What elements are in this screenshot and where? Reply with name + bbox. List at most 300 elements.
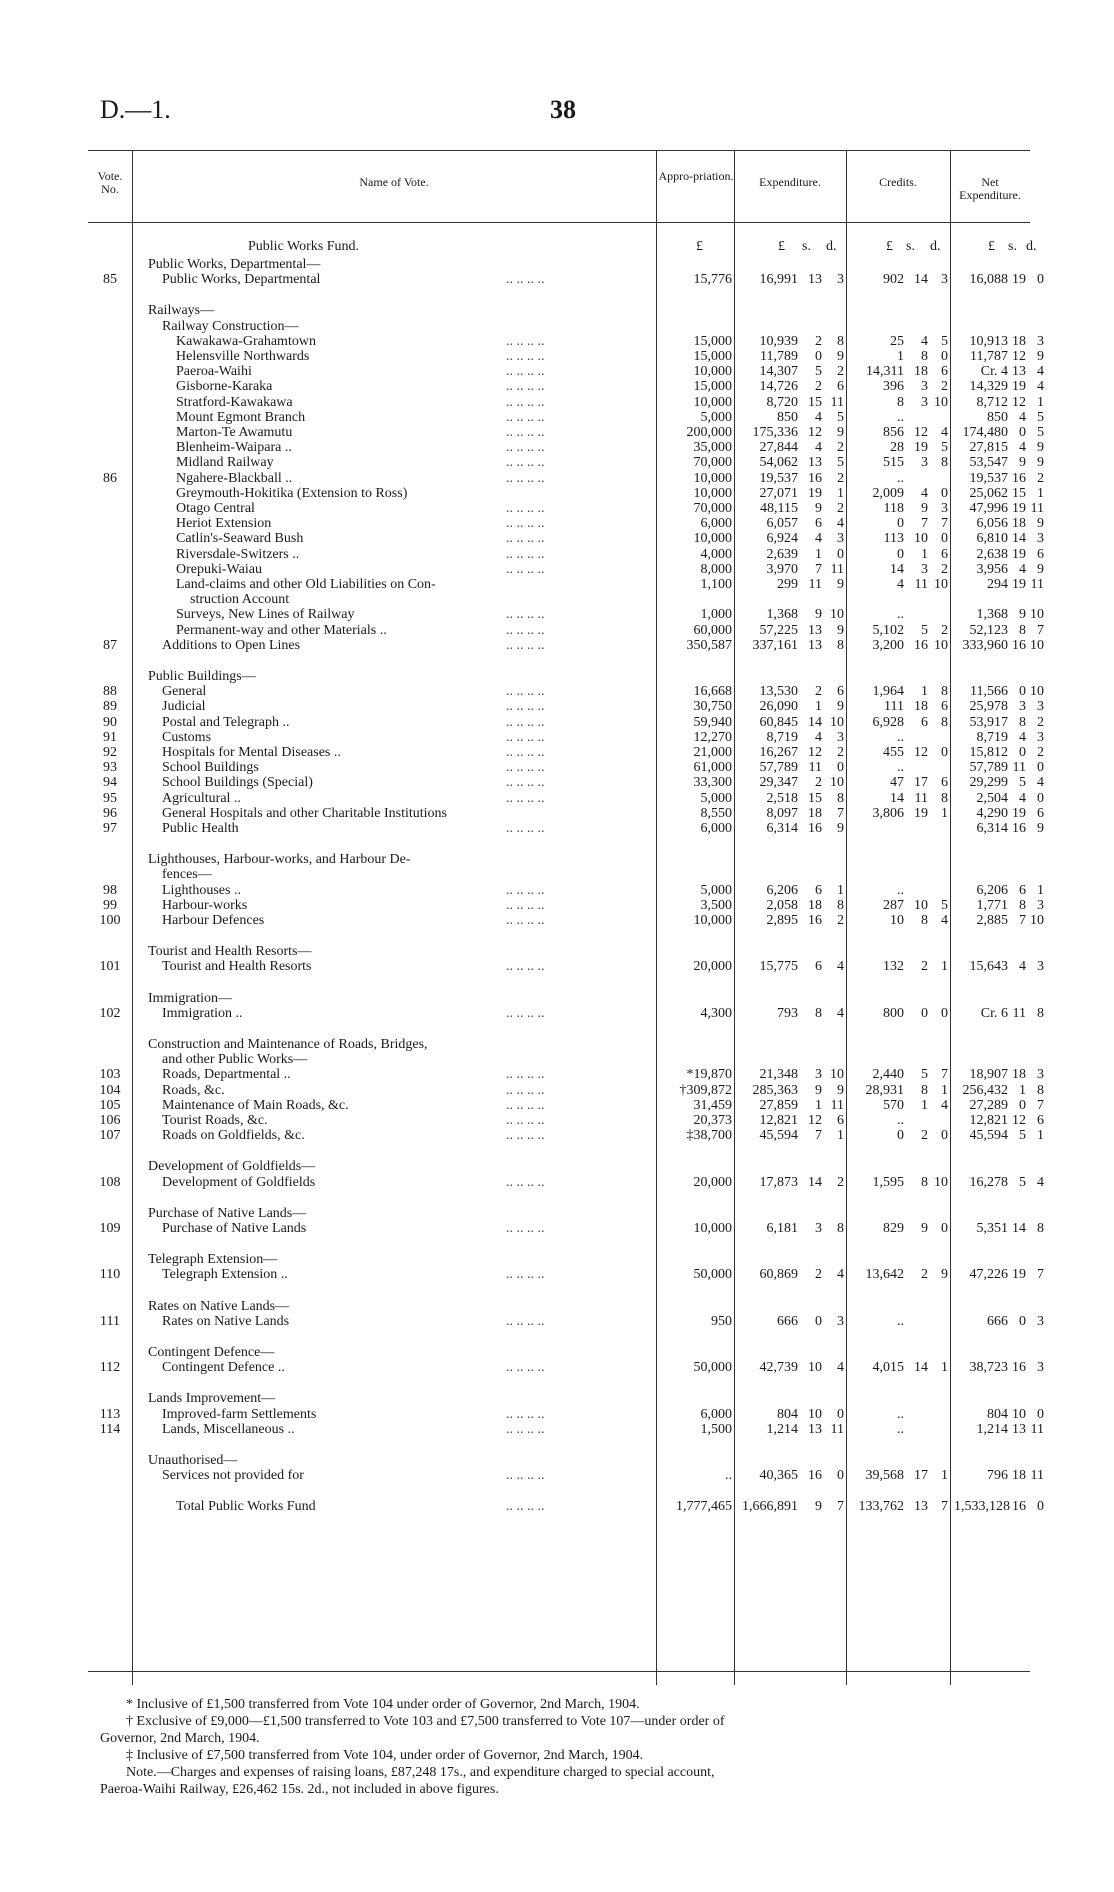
expenditure-shillings: 16	[808, 1468, 822, 1484]
leader-dots: .. .. .. ..	[506, 637, 545, 653]
net-shillings: 15	[1012, 485, 1026, 501]
appropriation-value: 1,777,465	[676, 1499, 732, 1515]
appropriation-value: 61,000	[693, 760, 732, 776]
vote-name: Contingent Defence—	[148, 1346, 275, 1360]
credits-pounds: 2,009	[872, 485, 904, 501]
credits-pounds: 14,311	[866, 364, 904, 380]
table-row	[88, 945, 1030, 959]
credits-pounds: 132	[883, 959, 904, 975]
credits-pounds: ..	[897, 760, 904, 776]
credits-shillings: 17	[914, 775, 928, 791]
leader-dots: .. .. .. ..	[506, 821, 545, 836]
net-pounds: 256,432	[962, 1082, 1008, 1098]
footnote: † Exclusive of £9,000—£1,500 transferred to Vote 103 and £7,500 transferred to Vote 107—under order of	[126, 1714, 725, 1729]
vote-number: 96	[103, 805, 117, 821]
credits-pence: 2	[941, 379, 948, 395]
appropriation-value: 5,000	[700, 790, 732, 806]
table-row	[88, 304, 1030, 318]
credits-shillings: 3	[921, 379, 928, 395]
credits-pounds: 856	[883, 425, 904, 440]
expenditure-pence: 10	[830, 1067, 844, 1083]
net-pence: 11	[1030, 501, 1044, 516]
expenditure-pounds: 6,924	[766, 531, 798, 547]
net-pence: 3	[1037, 1360, 1044, 1376]
net-pence: 11	[1030, 1421, 1044, 1437]
expenditure-pounds: 804	[777, 1406, 798, 1422]
net-shillings: 19	[1012, 501, 1026, 516]
appropriation-value: 15,000	[693, 349, 732, 364]
appropriation-value: 5,000	[700, 409, 732, 425]
leader-dots: .. .. .. ..	[506, 897, 545, 913]
net-pounds: Cr. 6	[980, 1005, 1008, 1021]
expenditure-pence: 6	[837, 379, 844, 395]
credits-shillings: 1	[921, 684, 928, 700]
vote-name: Lands Improvement—	[148, 1392, 276, 1407]
vote-name: Roads on Goldfields, &c.	[162, 1129, 305, 1144]
credits-pounds: 0	[897, 1128, 904, 1144]
net-shillings: 19	[1012, 546, 1026, 562]
net-pounds: 53,917	[969, 714, 1008, 730]
expenditure-shillings: 1	[815, 699, 822, 715]
table-row	[88, 1267, 1044, 1283]
expenditure-pounds: 2,518	[766, 790, 798, 806]
unit-pence: d.	[930, 239, 941, 254]
net-pence: 0	[1037, 790, 1044, 806]
credits-pounds: 515	[883, 455, 904, 471]
net-pence: 8	[1037, 1221, 1044, 1236]
net-pence: 1	[1037, 882, 1044, 898]
net-pence: 9	[1037, 516, 1044, 532]
table-row	[88, 1038, 1030, 1052]
expenditure-shillings: 4	[815, 531, 822, 547]
net-shillings: 0	[1019, 1313, 1026, 1329]
credits-pence: 1	[941, 959, 948, 975]
expenditure-pounds: 27,844	[759, 440, 798, 456]
footnote: Paeroa-Waihi Railway, £26,462 15s. 2d., not included in above figures.	[100, 1782, 499, 1797]
credits-pence: 6	[941, 546, 948, 562]
net-shillings: 0	[1019, 684, 1026, 700]
credits-pounds: 3,200	[872, 637, 904, 653]
credits-pounds: 1,595	[872, 1174, 904, 1190]
net-pounds: 1,533,128	[954, 1499, 1010, 1515]
vote-number: 102	[99, 1005, 121, 1021]
vote-number: 90	[103, 714, 117, 730]
expenditure-shillings: 13	[808, 637, 822, 653]
vote-name: Tourist and Health Resorts	[162, 960, 312, 975]
leader-dots: .. .. .. ..	[506, 1267, 545, 1283]
unit-pound: £	[886, 239, 893, 254]
credits-pounds: 3,806	[872, 805, 904, 821]
leader-dots: .. .. .. ..	[506, 272, 545, 288]
table-row	[88, 1421, 1044, 1437]
vote-name: Development of Goldfields—	[148, 1160, 316, 1175]
net-shillings: 13	[1012, 364, 1026, 380]
table-header-rule	[88, 222, 1030, 223]
vote-name: Rates on Native Lands	[162, 1314, 290, 1329]
expenditure-pounds: 6,057	[766, 516, 798, 532]
unit-pence: d.	[826, 239, 837, 254]
vote-name: Catlin's-Seaward Bush	[176, 532, 304, 547]
appropriation-value: 10,000	[693, 394, 732, 410]
net-pence: 3	[1037, 699, 1044, 715]
net-pounds: 14,329	[969, 379, 1008, 395]
net-pounds: 47,996	[969, 501, 1008, 516]
expenditure-shillings: 9	[815, 501, 822, 516]
credits-shillings: 11	[914, 577, 928, 592]
document-reference: D.—1.	[100, 95, 171, 124]
net-pence: 0	[1037, 1499, 1044, 1515]
net-shillings: 14	[1012, 1221, 1026, 1236]
expenditure-shillings: 16	[808, 821, 822, 836]
vote-number: 111	[100, 1313, 120, 1329]
net-pence: 2	[1037, 714, 1044, 730]
net-pounds: 6,056	[976, 516, 1008, 532]
expenditure-shillings: 12	[808, 745, 822, 760]
vote-name: Harbour-works	[162, 898, 248, 913]
expenditure-pence: 10	[830, 607, 844, 623]
credits-pounds: 28,931	[865, 1082, 904, 1098]
net-shillings: 9	[1019, 607, 1026, 623]
net-shillings: 0	[1019, 1097, 1026, 1113]
leader-dots: .. .. .. ..	[506, 546, 545, 562]
appropriation-value: 10,000	[693, 364, 732, 380]
vote-name: Public Buildings—	[148, 670, 256, 684]
expenditure-pounds: 45,594	[759, 1128, 798, 1144]
expenditure-pounds: 10,939	[759, 333, 798, 349]
appropriation-value: 50,000	[693, 1267, 732, 1283]
net-pounds: 2,504	[976, 790, 1008, 806]
unit-pence: d.	[1026, 239, 1037, 254]
expenditure-pence: 9	[837, 622, 844, 638]
credits-shillings: 19	[914, 805, 928, 821]
net-shillings: 4	[1019, 790, 1026, 806]
expenditure-pounds: 11,789	[760, 349, 798, 364]
expenditure-shillings: 9	[815, 1082, 822, 1098]
net-pence: 3	[1037, 729, 1044, 745]
table-row	[88, 1454, 1030, 1468]
net-pence: 5	[1037, 409, 1044, 425]
appropriation-value: 5,000	[700, 882, 732, 898]
expenditure-pence: 6	[837, 1113, 844, 1128]
net-shillings: 16	[1012, 637, 1026, 653]
net-pence: 9	[1037, 440, 1044, 456]
leader-dots: .. .. .. ..	[506, 409, 545, 425]
expenditure-shillings: 16	[808, 470, 822, 486]
vote-number: 104	[99, 1082, 121, 1098]
net-pounds: 2,638	[976, 546, 1008, 562]
table-row	[88, 1300, 1030, 1314]
expenditure-pounds: 6,181	[766, 1221, 798, 1236]
expenditure-pounds: 793	[777, 1005, 798, 1021]
leader-dots: .. .. .. ..	[506, 1067, 545, 1083]
vote-number: 89	[103, 699, 117, 715]
vote-number: 91	[103, 729, 117, 745]
leader-dots: .. .. .. ..	[506, 470, 545, 486]
credits-shillings: 1	[921, 1097, 928, 1113]
expenditure-shillings: 4	[815, 440, 822, 456]
table-row	[88, 333, 1044, 349]
credits-pounds: 13,642	[865, 1267, 904, 1283]
credits-pounds: 829	[883, 1221, 904, 1236]
net-pence: 0	[1037, 760, 1044, 776]
credits-shillings: 6	[921, 714, 928, 730]
credits-pounds: ..	[897, 1313, 904, 1329]
page-number: 38	[550, 95, 576, 124]
expenditure-shillings: 4	[815, 409, 822, 425]
table-row	[88, 790, 1044, 806]
net-pounds: 5,351	[976, 1221, 1008, 1236]
votes-table	[88, 150, 1044, 1685]
credits-pence: 0	[941, 1005, 948, 1021]
net-pounds: 666	[987, 1313, 1008, 1329]
expenditure-shillings: 2	[815, 333, 822, 349]
vote-name: Mount Egmont Branch	[176, 410, 306, 425]
unit-pound: £	[696, 239, 703, 254]
expenditure-pounds: 2,639	[766, 546, 798, 562]
expenditure-pence: 2	[837, 470, 844, 486]
appropriation-value: 70,000	[693, 501, 732, 516]
expenditure-shillings: 7	[815, 1128, 822, 1144]
net-pence: 4	[1037, 775, 1044, 791]
expenditure-pounds: 1,368	[766, 607, 798, 623]
table-row	[88, 455, 1044, 471]
vote-name: Helensville Northwards	[176, 350, 310, 364]
expenditure-shillings: 0	[815, 349, 822, 364]
net-pence: 11	[1030, 577, 1044, 592]
expenditure-pence: 3	[837, 531, 844, 547]
vote-number: 101	[99, 959, 121, 975]
appropriation-value: 10,000	[693, 485, 732, 501]
credits-pence: 10	[934, 637, 948, 653]
footnote: ‡ Inclusive of £7,500 transferred from Vote 104, under order of Governor, 2nd March, 1904.	[126, 1748, 644, 1763]
expenditure-shillings: 18	[808, 897, 822, 913]
leader-dots: .. .. .. ..	[506, 1005, 545, 1021]
net-pence: 4	[1037, 379, 1044, 395]
appropriation-value: 10,000	[693, 531, 732, 547]
leader-dots: .. .. .. ..	[506, 501, 545, 516]
vote-name: Riversdale-Switzers ..	[176, 547, 300, 562]
table-row	[88, 531, 1044, 547]
credits-pounds: 6,928	[872, 714, 904, 730]
credits-pence: 6	[941, 364, 948, 380]
vote-name: Unauthorised—	[148, 1454, 238, 1468]
vote-name: Kawakawa-Grahamtown	[176, 334, 316, 349]
credits-shillings: 12	[914, 425, 928, 440]
credits-shillings: 8	[921, 913, 928, 928]
credits-pence: 7	[941, 1067, 948, 1083]
credits-pence: 0	[941, 1128, 948, 1144]
vote-name: Immigration—	[148, 991, 232, 1006]
expenditure-pence: 8	[837, 1221, 844, 1236]
credits-pence: 1	[941, 1360, 948, 1376]
table-row	[88, 1346, 1030, 1360]
net-pence: 9	[1037, 349, 1044, 364]
table-row	[88, 561, 1044, 577]
table-row	[88, 1207, 1030, 1221]
credits-pence: 0	[941, 531, 948, 547]
expenditure-pounds: 8,097	[766, 805, 798, 821]
expenditure-pence: 6	[837, 684, 844, 700]
expenditure-shillings: 3	[815, 1221, 822, 1236]
expenditure-pence: 4	[837, 1005, 844, 1021]
vote-name: Harbour Defences	[162, 914, 265, 928]
vote-number: 109	[99, 1221, 121, 1236]
table-row	[88, 516, 1044, 532]
credits-shillings: 13	[914, 1499, 928, 1515]
appropriation-value: ..	[725, 1468, 732, 1484]
expenditure-shillings: 10	[808, 1360, 822, 1376]
expenditure-pence: 4	[837, 1267, 844, 1283]
net-pence: 3	[1037, 531, 1044, 547]
leader-dots: .. .. .. ..	[506, 349, 545, 364]
leader-dots: .. .. .. ..	[506, 1313, 545, 1329]
net-pence: 0	[1037, 1406, 1044, 1422]
expenditure-pounds: 27,859	[759, 1097, 798, 1113]
credits-pence: 2	[941, 561, 948, 577]
table-row	[88, 745, 1044, 760]
net-pence: 11	[1030, 1468, 1044, 1484]
appropriation-value: ‡38,700	[686, 1128, 732, 1144]
vote-number: 85	[103, 272, 117, 288]
appropriation-value: 4,300	[700, 1005, 732, 1021]
table-bottom-rule	[88, 1671, 1030, 1672]
credits-pence: 1	[941, 1468, 948, 1484]
leader-dots: .. .. .. ..	[506, 1097, 545, 1113]
appropriation-value: 50,000	[693, 1360, 732, 1376]
vote-number: 110	[99, 1267, 121, 1283]
expenditure-pounds: 2,058	[766, 897, 798, 913]
vote-name: Judicial	[162, 700, 206, 715]
credits-pounds: 28	[890, 440, 904, 456]
net-shillings: 19	[1012, 1267, 1026, 1283]
col-header-net: Net Expenditure.	[959, 175, 1021, 202]
net-pounds: 25,978	[969, 699, 1008, 715]
expenditure-pounds: 8,719	[766, 729, 798, 745]
net-pounds: 12,821	[969, 1113, 1008, 1128]
expenditure-pence: 0	[837, 1406, 844, 1422]
net-pounds: Cr. 4	[980, 364, 1008, 380]
appropriation-value: 15,000	[693, 379, 732, 395]
vote-name: Customs	[162, 730, 212, 745]
vote-name: School Buildings (Special)	[162, 776, 313, 791]
table-row	[88, 1128, 1044, 1144]
net-pounds: 47,226	[969, 1267, 1008, 1283]
appropriation-value: 20,000	[693, 1174, 732, 1190]
table-row	[88, 593, 1030, 607]
table-row	[88, 501, 1044, 516]
net-pounds: 1,214	[976, 1421, 1008, 1437]
table-row	[88, 684, 1044, 700]
table-row	[88, 1406, 1044, 1422]
expenditure-shillings: 15	[808, 394, 822, 410]
net-shillings: 19	[1012, 379, 1026, 395]
leader-dots: .. .. .. ..	[506, 379, 545, 395]
vote-name: Gisborne-Karaka	[176, 380, 273, 395]
vote-number: 88	[103, 684, 117, 700]
net-pounds: 6,206	[976, 882, 1008, 898]
leader-dots: .. .. .. ..	[506, 516, 545, 532]
credits-pounds: 113	[883, 531, 904, 547]
table-row	[88, 349, 1044, 364]
credits-shillings: 18	[914, 699, 928, 715]
expenditure-shillings: 6	[815, 959, 822, 975]
vote-name: Public Works, Departmental	[162, 273, 321, 288]
expenditure-pence: 9	[837, 577, 844, 592]
credits-pounds: 800	[883, 1005, 904, 1021]
vote-name: Purchase of Native Lands—	[148, 1206, 307, 1221]
expenditure-pounds: 21,348	[759, 1067, 798, 1083]
net-pounds: 8,712	[976, 394, 1008, 410]
appropriation-value: 8,550	[700, 805, 732, 821]
expenditure-shillings: 13	[808, 622, 822, 638]
net-pence: 3	[1037, 333, 1044, 349]
credits-pounds: 570	[883, 1097, 904, 1113]
vote-name: and other Public Works—	[162, 1053, 308, 1068]
vote-name: Agricultural ..	[162, 791, 241, 806]
net-pence: 6	[1037, 546, 1044, 562]
expenditure-shillings: 12	[808, 1113, 822, 1128]
expenditure-pounds: 666	[777, 1313, 798, 1329]
appropriation-value: 12,270	[693, 729, 732, 745]
vote-name: Public Works, Departmental—	[148, 258, 321, 272]
footnote: * Inclusive of £1,500 transferred from Vote 104 under order of Governor, 2nd March, 1904.	[126, 1697, 640, 1712]
table-row	[88, 607, 1044, 623]
net-shillings: 19	[1012, 272, 1026, 288]
credits-pence: 3	[941, 272, 948, 288]
net-pounds: 15,812	[969, 745, 1008, 760]
net-shillings: 4	[1019, 561, 1026, 577]
leader-dots: .. .. .. ..	[506, 959, 545, 975]
expenditure-shillings: 13	[808, 1421, 822, 1437]
expenditure-pence: 10	[830, 775, 844, 791]
expenditure-pounds: 60,845	[759, 714, 798, 730]
net-shillings: 5	[1019, 1128, 1026, 1144]
leader-dots: .. .. .. ..	[506, 561, 545, 577]
table-row	[88, 1221, 1044, 1236]
vote-number: 86	[103, 470, 117, 486]
vote-name: Improved-farm Settlements	[162, 1407, 317, 1422]
net-pounds: 1,771	[976, 897, 1008, 913]
net-pence: 3	[1037, 1067, 1044, 1083]
leader-dots: .. .. .. ..	[506, 333, 545, 349]
net-pounds: 3,956	[976, 561, 1008, 577]
expenditure-pounds: 8,720	[766, 394, 798, 410]
table-row	[88, 546, 1044, 562]
net-pence: 0	[1037, 272, 1044, 288]
credits-pounds: 14	[890, 561, 904, 577]
credits-shillings: 4	[921, 485, 928, 501]
net-shillings: 16	[1012, 821, 1026, 836]
vote-name: Construction and Maintenance of Roads, Bridges,	[148, 1038, 428, 1052]
net-pounds: 8,719	[976, 729, 1008, 745]
leader-dots: .. .. .. ..	[506, 714, 545, 730]
expenditure-shillings: 6	[815, 516, 822, 532]
expenditure-pence: 4	[837, 1360, 844, 1376]
table-row	[88, 853, 1030, 867]
net-pounds: 45,594	[969, 1128, 1008, 1144]
expenditure-shillings: 6	[815, 882, 822, 898]
appropriation-value: 4,000	[700, 546, 732, 562]
vote-name: Services not provided for	[162, 1469, 304, 1484]
table-row	[88, 670, 1030, 684]
credits-pounds: ..	[897, 882, 904, 898]
vote-name: Additions to Open Lines	[162, 638, 301, 653]
net-shillings: 19	[1012, 805, 1026, 821]
credits-pounds: ..	[897, 1113, 904, 1128]
vote-number: 105	[99, 1097, 121, 1113]
col-header-vote: Vote. No.	[97, 169, 123, 196]
credits-shillings: 11	[914, 790, 928, 806]
